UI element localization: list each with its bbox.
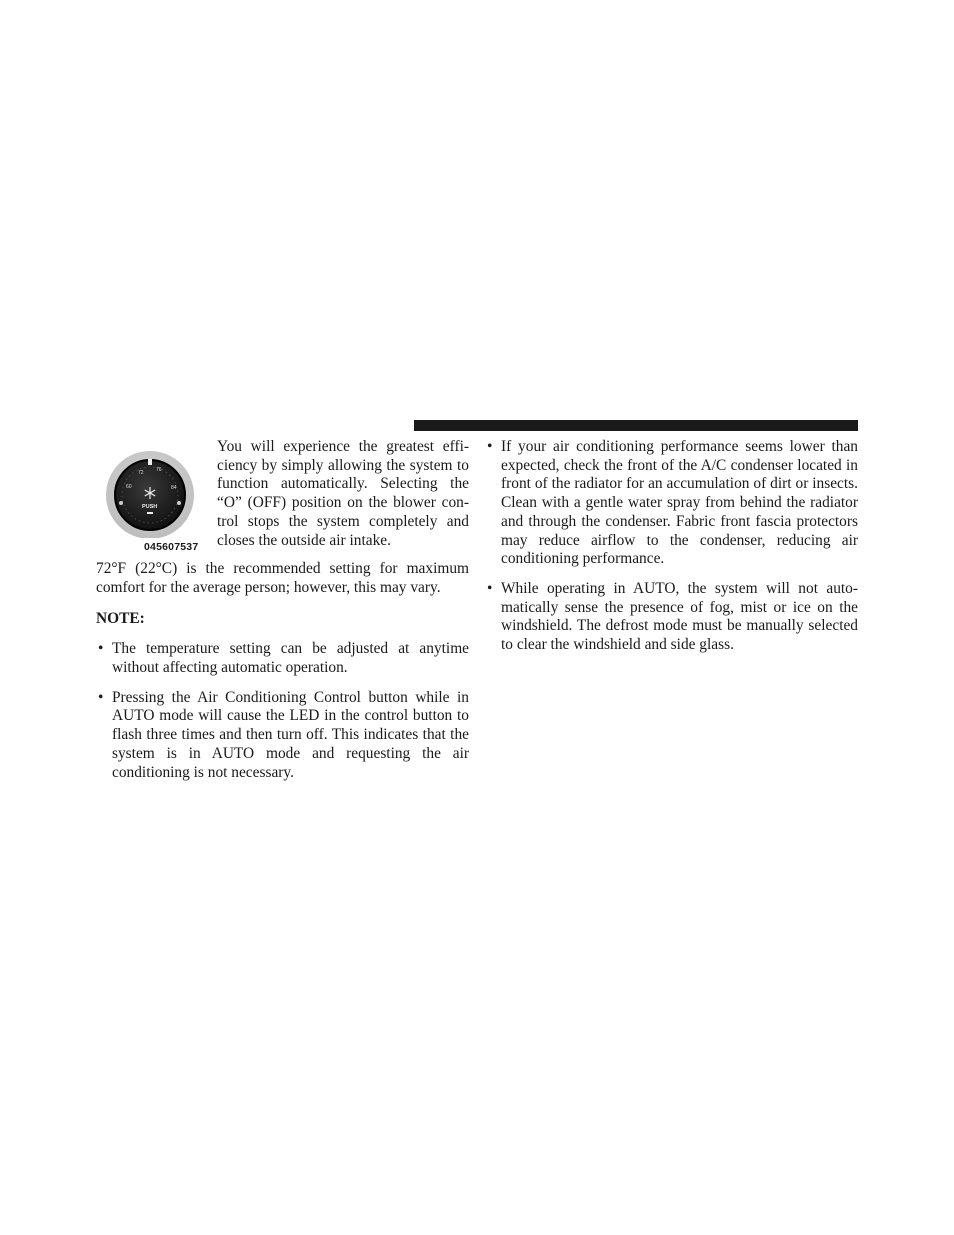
right-bullet-list [485, 438, 858, 655]
right-column [485, 438, 858, 655]
note-label: NOTE: [96, 609, 145, 627]
list-item [485, 438, 858, 569]
list-item [96, 689, 469, 783]
list-item-text: While operating in AUTO, the system will not automatically sense the presence of fog, mist or ice on the windshield. The defrost mode must be manually selected to clear the windshield and side glass. [501, 579, 858, 654]
left-column [96, 438, 469, 782]
bullet-icon: • [98, 688, 104, 706]
bullet-icon: • [487, 438, 493, 455]
section-header-bar [414, 420, 858, 431]
figure-label: 045607537 [144, 541, 199, 553]
bullet-icon: • [487, 579, 493, 597]
bullet-icon: • [98, 640, 104, 658]
dial-mark: 84 [171, 485, 177, 491]
list-item-text: The temperature setting can be adjusted at anytime without affecting automatic operation. [112, 640, 469, 677]
dial-mark: 76 [156, 467, 162, 473]
note-bullet-list [96, 640, 469, 782]
list-item-text: If your air conditioning performance seems lower than expected, check the front of the A/C condenser located in front of the radiator for an accumulation of dirt or insects. Clean with a gentle water spray from behind the radiator and through the condenser. Fabric front fascia protectors may reduce airflow to the condenser, reducing air conditioning performance. [501, 438, 858, 568]
list-item-text: Pressing the Air Conditioning Control button while in AUTO mode will cause the LED in the control button to flash three times and then turn off. This indicates that the system is in AUTO mode and requesting the air conditioning is not necessary. [112, 688, 469, 781]
dial-mark: 60 [126, 484, 132, 490]
push-label: PUSH [142, 504, 158, 510]
dial-mark: 72 [138, 470, 144, 476]
recommended-setting-paragraph: 72°F (22°C) is the recommended setting for maximum comfort for the average person; however, this may vary. [96, 560, 469, 596]
intro-paragraph: You will experience the greatest efficiency by simply allowing the system to function automatically. Selecting the “O” (OFF) position on the blower control stops the system completely and closes the outside air intake. [217, 438, 469, 549]
list-item [485, 580, 858, 655]
list-item [96, 640, 469, 677]
